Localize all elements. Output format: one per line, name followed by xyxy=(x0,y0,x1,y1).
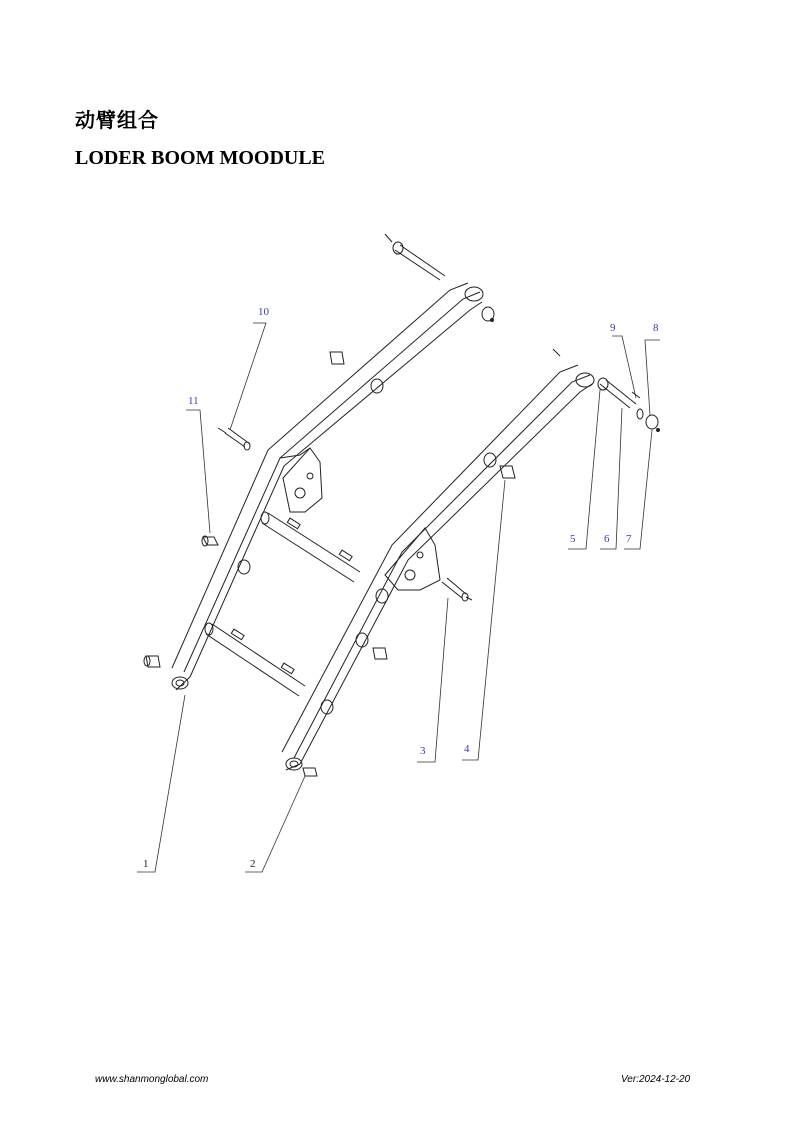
bushing-mid-right xyxy=(373,648,387,659)
callout-8: 8 xyxy=(653,322,659,334)
callout-11: 11 xyxy=(188,395,199,407)
callout-10: 10 xyxy=(258,306,269,318)
cross-tube-lower xyxy=(205,623,305,696)
callout-2: 2 xyxy=(250,858,256,870)
pin-assembly-left xyxy=(385,234,494,322)
callout-5: 5 xyxy=(570,533,576,545)
footer-version: Ver:2024-12-20 xyxy=(621,1074,691,1085)
pin-part-10 xyxy=(218,428,250,450)
left-hinge-plate xyxy=(283,448,322,512)
bushing-part-upper-left xyxy=(330,352,344,364)
page-title-cn: 动臂组合 xyxy=(75,108,159,132)
callout-6: 6 xyxy=(604,533,610,545)
footer-website: www.shanmonglobal.com xyxy=(95,1074,209,1085)
callout-4: 4 xyxy=(464,743,470,755)
bushing-left-bottom xyxy=(144,656,160,667)
callout-1: 1 xyxy=(143,858,149,870)
callout-3: 3 xyxy=(420,745,426,757)
pin-part-3 xyxy=(442,578,472,601)
callout-7: 7 xyxy=(626,533,632,545)
callout-9: 9 xyxy=(610,322,616,334)
pin-part-2 xyxy=(303,768,317,776)
page-title-en: LODER BOOM MOODULE xyxy=(75,147,326,169)
bushing-part-11 xyxy=(202,536,218,546)
cross-tube-upper xyxy=(261,512,360,582)
pin-assembly-right xyxy=(553,349,660,432)
